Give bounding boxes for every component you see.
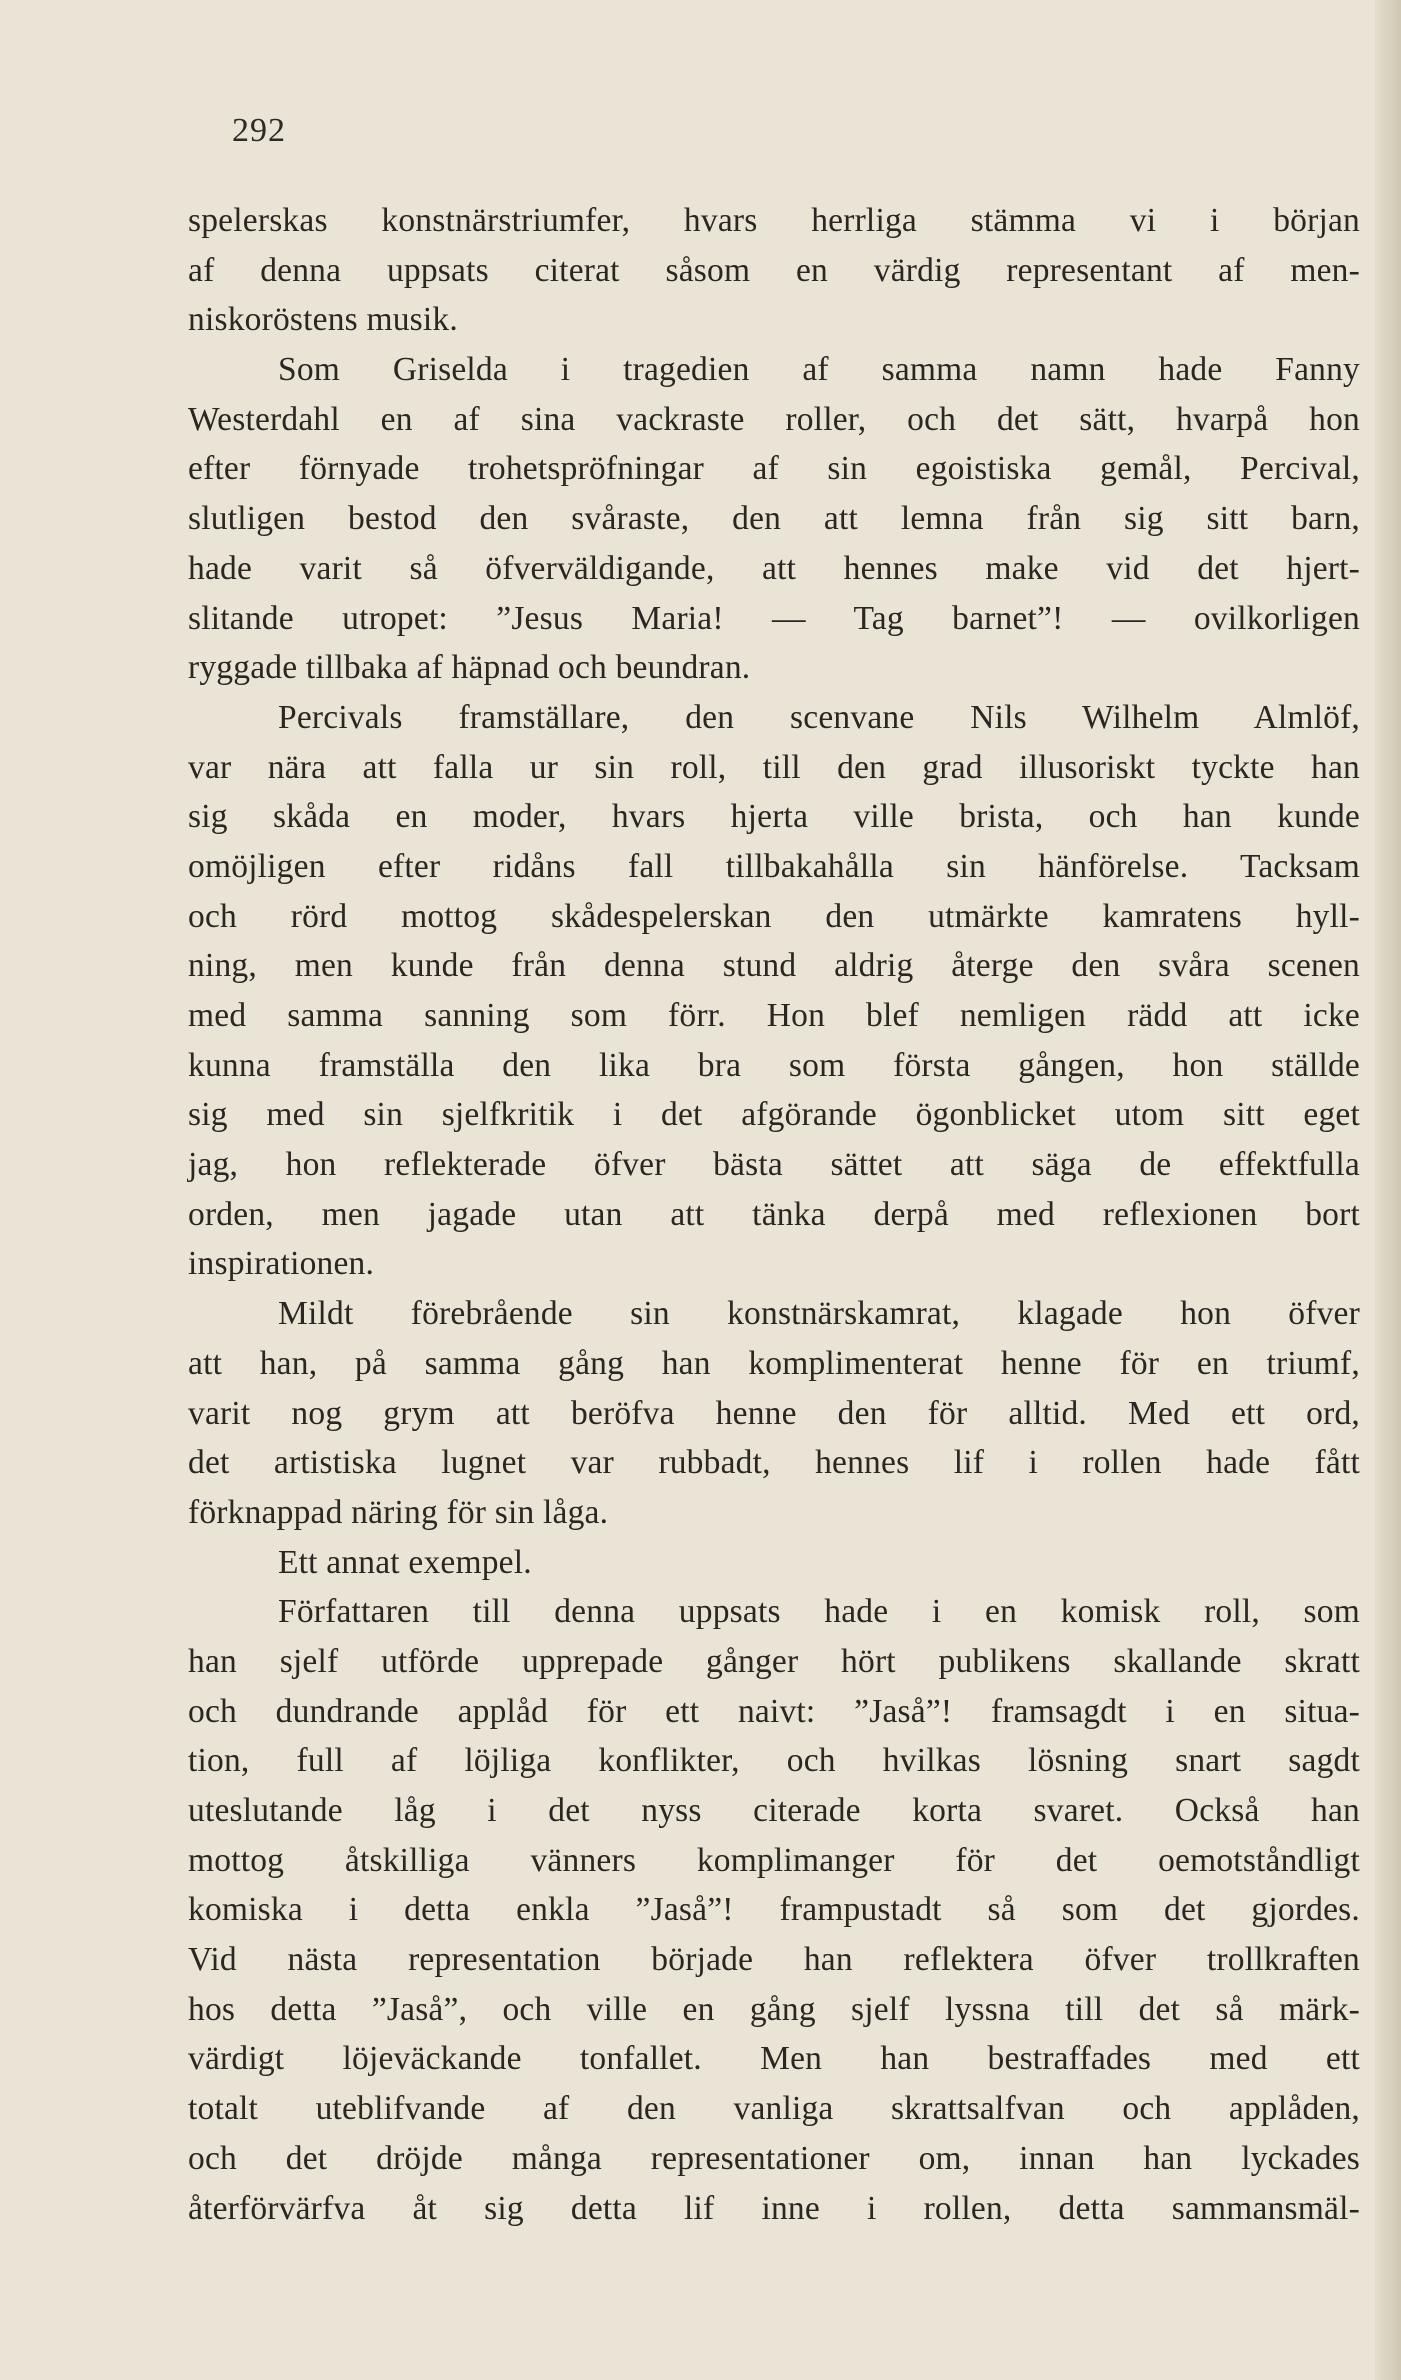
- text-line: uteslutande låg i det nyss citerade korta svaret. Också han: [188, 1792, 1360, 1829]
- text-line: Som Griselda i tragedien af samma namn hade Fanny: [278, 351, 1360, 389]
- text-line: hade varit så öfverväldigande, att hennes make vid det hjert-: [188, 549, 1360, 587]
- page-number: 292: [232, 112, 286, 149]
- text-line: hos detta ”Jaså”, och ville en gång sjelf lyssna till det så märk-: [188, 1990, 1360, 2028]
- scan-page-edge: [1375, 0, 1401, 2380]
- text-line: sig skåda en moder, hvars hjerta ville brista, och han kunde: [188, 798, 1360, 836]
- text-line: af denna uppsats citerat såsom en värdig representant af men-: [188, 251, 1360, 289]
- text-line: sig med sin sjelfkritik i det afgörande ögonblicket utom sitt eget: [188, 1096, 1360, 1134]
- text-line: efter förnyade trohetspröfningar af sin egoistiska gemål, Percival,: [188, 450, 1360, 488]
- text-line: inspirationen.: [188, 1245, 375, 1283]
- text-line: tion, full af löjliga konflikter, och hvilkas lösning snart sagdt: [188, 1742, 1360, 1780]
- text-line: orden, men jagade utan att tänka derpå med reflexionen bort: [188, 1195, 1360, 1233]
- text-line: Mildt förebrående sin konstnärskamrat, klagade hon öfver: [278, 1295, 1360, 1333]
- text-line: och dundrande applåd för ett naivt: ”Jaså”! framsagdt i en situa-: [188, 1692, 1360, 1730]
- text-line: mottog åtskilliga vänners komplimanger för det oemotståndligt: [188, 1841, 1360, 1879]
- text-line: värdigt löjeväckande tonfallet. Men han bestraffades med ett: [188, 2040, 1360, 2078]
- text-line: Vid nästa representation började han reflektera öfver trollkraften: [188, 1941, 1360, 1979]
- text-line: spelerskas konstnärstriumfer, hvars herrliga stämma vi i början: [188, 202, 1360, 239]
- text-line: ning, men kunde från denna stund aldrig återge den svåra scenen: [188, 947, 1360, 985]
- text-line: var nära att falla ur sin roll, till den grad illusoriskt tyckte han: [188, 748, 1360, 786]
- text-line: och det dröjde många representationer om, innan han lyckades: [188, 2139, 1360, 2177]
- text-line: och rörd mottog skådespelerskan den utmärkte kamratens hyll-: [188, 897, 1360, 935]
- text-line: jag, hon reflekterade öfver bästa sättet att säga de effektfulla: [188, 1146, 1360, 1184]
- text-line: komiska i detta enkla ”Jaså”! frampustadt så som det gjordes.: [188, 1891, 1360, 1929]
- text-line: han sjelf utförde upprepade gånger hört publikens skallande skratt: [188, 1642, 1360, 1680]
- text-line: att han, på samma gång han komplimenterat henne för en triumf,: [188, 1344, 1360, 1382]
- text-line: Ett annat exempel.: [278, 1543, 532, 1581]
- text-line: totalt uteblifvande af den vanliga skrattsalfvan och applåden,: [188, 2090, 1360, 2128]
- text-line: varit nog grym att beröfva henne den för alltid. Med ett ord,: [188, 1394, 1360, 1432]
- text-line: återförvärfva åt sig detta lif inne i rollen, detta sammansmäl-: [188, 2189, 1360, 2227]
- text-line: ryggade tillbaka af häpnad och beundran.: [188, 649, 751, 687]
- text-line: omöjligen efter ridåns fall tillbakahålla sin hänförelse. Tacksam: [188, 847, 1360, 885]
- text-line: slitande utropet: ”Jesus Maria! — Tag barnet”! — ovilkorligen: [188, 599, 1360, 637]
- text-line: kunna framställa den lika bra som första gången, hon ställde: [188, 1046, 1360, 1084]
- text-line: Westerdahl en af sina vackraste roller, och det sätt, hvarpå hon: [188, 400, 1360, 438]
- text-line: förknappad näring för sin låga.: [188, 1493, 609, 1531]
- text-line: Författaren till denna uppsats hade i en komisk roll, som: [278, 1593, 1360, 1631]
- text-line: det artistiska lugnet var rubbadt, hennes lif i rollen hade fått: [188, 1444, 1360, 1482]
- text-line: med samma sanning som förr. Hon blef nemligen rädd att icke: [188, 997, 1360, 1034]
- body-text: [188, 196, 1360, 2233]
- text-line: slutligen bestod den svåraste, den att lemna från sig sitt barn,: [188, 500, 1360, 538]
- text-line: niskoröstens musik.: [188, 301, 458, 339]
- text-line: Percivals framställare, den scenvane Nils Wilhelm Almlöf,: [278, 698, 1360, 736]
